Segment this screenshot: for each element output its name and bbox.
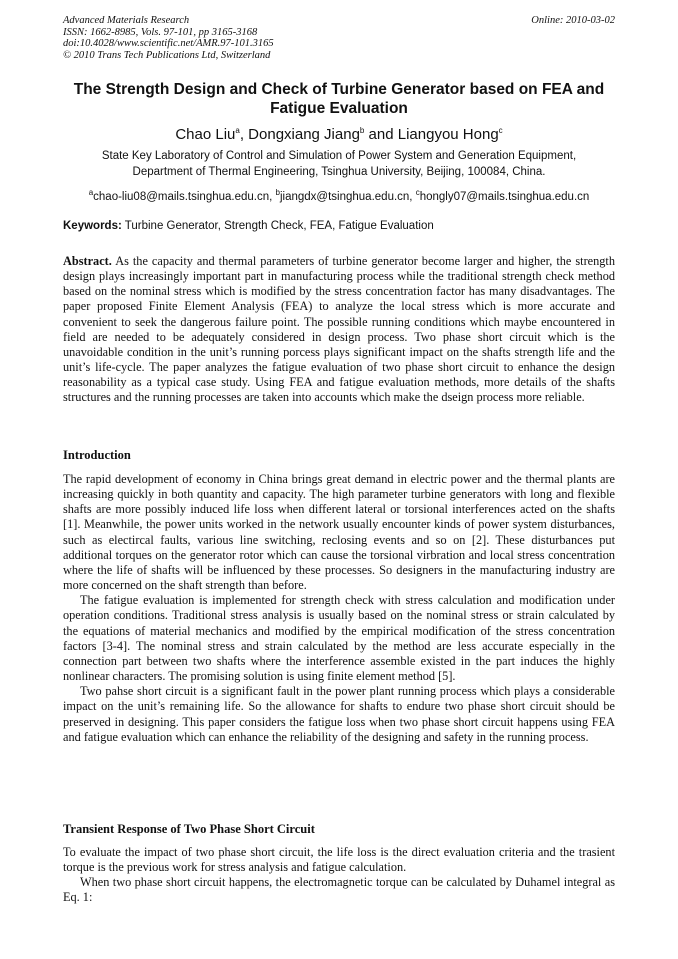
author-name: Dongxiang Jiang	[248, 126, 360, 143]
paragraph: The fatigue evaluation is implemented for strength check with stress calculation and modification under operation conditions. Traditional stress analysis is usually based on the nominal stress or strain calculated by the equations of material mechanics and modified by the empirical modification of the stress concentration factors [3-4]. The nominal stress and strain calculated by the method are less accurate especially in the connection part between two shafts where the interference assemble existed in the part induces the highly nonlinear characters. The promising solution is using finite element method [5].	[63, 593, 615, 684]
introduction-body	[63, 472, 615, 745]
journal-header	[63, 15, 615, 61]
affiliation-line: State Key Laboratory of Control and Simulation of Power System and Generation Equipment,	[101, 150, 577, 162]
affiliation-line: Department of Thermal Engineering, Tsinghua University, Beijing, 100084, China.	[132, 165, 546, 178]
author-name: Chao Liu	[175, 126, 236, 143]
author-separator: and	[364, 126, 398, 143]
paragraph: The rapid development of economy in China brings great demand in electric power and the thermal plants are increasing quickly in both quantity and capacity. The high parameter turbine generators with long and flexible shafts are more possibly induced life loss when different lateral or torsional interferences acted on the shafts [1]. Meanwhile, the power units worked in the network usually encounter kinds of power system disturbances, such as electircal faults, various line switching, reclosing events and so on [2]. These disturbances put additional torques on the generator rotor which can cause the torsional virbration and local stress concentration where the life of shafts will be influenced by these processes. So designers in the manufacturing industry are more concerned on the shaft strength than before.	[63, 472, 615, 593]
section-heading-transient: Transient Response of Two Phase Short Circuit	[63, 822, 315, 836]
email-mark: a	[88, 188, 94, 197]
transient-body	[63, 845, 615, 906]
author-name: Liangyou Hong	[397, 126, 499, 143]
email-address: hongly07@mails.tsinghua.edu.cn	[419, 190, 590, 203]
author-emails	[58, 185, 620, 205]
online-date: Online: 2010-03-02	[531, 15, 615, 26]
section-heading-introduction: Introduction	[63, 448, 131, 462]
abstract-label: Abstract.	[63, 254, 112, 268]
email-address: jiangdx@tsinghua.edu.cn,	[279, 190, 416, 203]
issn-line: ISSN: 1662-8985, Vols. 97-101, pp 3165-3168	[63, 26, 258, 38]
paragraph: To evaluate the impact of two phase short circuit, the life loss is the direct evaluation criteria and the trasient torque is the previous work for stress analysis and fatigue calculation.	[63, 845, 615, 875]
doi-line: doi:10.4028/www.scientific.net/AMR.97-101.3165	[63, 38, 274, 49]
paragraph: Two pahse short circuit is a significant fault in the power plant running process which plays a considerable impact on the unit’s remaining life. So the allowance for shafts to endure two phase short circuit should be preserved in designing. This paper considers the fatigue loss when two phase short circuit happens using FEA and fatigue evaluation which can enhance the reliability of the designing and safety in the running process.	[63, 684, 615, 744]
author-separator: ,	[239, 126, 249, 143]
abstract-text: As the capacity and thermal parameters of turbine generator become larger and higher, the strength design plays increasingly important part in manufacturing process while the traditional strength check method based on the nominal stress which is modified by the stress concentration factor has many disadvantages. The paper proposed Finite Element Analysis (FEA) to analyze the local stress which is more accurate and convenient to seek the dangerous failure point. The possible running conditions which maybe encountered in field are needed to be adequately considered in design process. Two phase short circuit which is the unavoidable condition in the unit’s running porcess plays significant impact on the shafts strength life and the unit’s life-cycle. The paper analyzes the fatigue evaluation of two phase short circuit to enhance the design reasonability as a typical case study. Using FEA and fatigue evaluation methods, more details of the shafts structures and the running processes are taken into accounts which make the dseign process more reliable.	[63, 254, 615, 405]
email-mark: c	[415, 188, 420, 197]
affiliation	[60, 149, 618, 180]
email-mark: b	[275, 188, 280, 197]
keywords	[63, 219, 615, 234]
keywords-text: Turbine Generator, Strength Check, FEA, Fatigue Evaluation	[121, 220, 434, 232]
copyright-line: © 2010 Trans Tech Publications Ltd, Switzerland	[63, 49, 271, 61]
keywords-label: Keywords:	[63, 220, 122, 232]
paragraph: When two phase short circuit happens, the electromagnetic torque can be calculated by Duhamel integral as Eq. 1:	[63, 875, 615, 905]
abstract	[63, 254, 615, 406]
paper-title: The Strength Design and Check of Turbine Generator based on FEA and Fatigue Evaluation	[73, 81, 605, 117]
journal-name: Advanced Materials Research	[63, 15, 190, 26]
email-address: chao-liu08@mails.tsinghua.edu.cn,	[93, 190, 276, 203]
author-mark: a	[235, 126, 240, 135]
author-mark: b	[359, 126, 365, 135]
author-list	[60, 122, 618, 144]
author-mark: c	[498, 126, 503, 135]
